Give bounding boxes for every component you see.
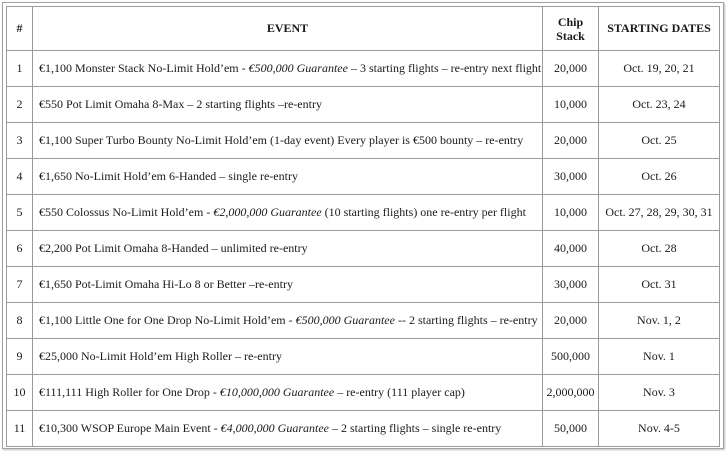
event-name <box>33 267 543 303</box>
event-text-suffix: (10 starting flights) one re-entry per flight <box>321 205 526 219</box>
starting-dates: Nov. 1 <box>599 339 720 375</box>
table-row <box>7 231 720 267</box>
event-text: €25,000 No-Limit Hold’em High Roller – re-entry <box>39 349 282 363</box>
event-name <box>33 375 543 411</box>
table-row <box>7 303 720 339</box>
header-num: # <box>7 7 33 51</box>
starting-dates: Oct. 26 <box>599 159 720 195</box>
chip-stack: 10,000 <box>543 195 599 231</box>
starting-dates: Nov. 4-5 <box>599 411 720 447</box>
row-number: 10 <box>7 375 33 411</box>
starting-dates: Oct. 19, 20, 21 <box>599 51 720 87</box>
event-name <box>33 339 543 375</box>
event-name <box>33 231 543 267</box>
schedule-frame <box>2 2 724 449</box>
table-row <box>7 339 720 375</box>
row-number: 2 <box>7 87 33 123</box>
chip-stack: 20,000 <box>543 303 599 339</box>
row-number: 3 <box>7 123 33 159</box>
header-chip-stack-label: Chip Stack <box>556 14 585 43</box>
event-name <box>33 51 543 87</box>
chip-stack: 40,000 <box>543 231 599 267</box>
starting-dates: Oct. 27, 28, 29, 30, 31 <box>599 195 720 231</box>
header-row <box>7 7 720 51</box>
row-number: 6 <box>7 231 33 267</box>
event-guarantee: €500,000 Guarantee <box>295 313 395 327</box>
row-number: 8 <box>7 303 33 339</box>
header-chip-stack <box>543 7 599 51</box>
event-guarantee: €2,000,000 Guarantee <box>213 205 322 219</box>
event-name <box>33 87 543 123</box>
event-text-suffix: -- 2 starting flights – re-entry <box>394 313 538 327</box>
table-row <box>7 51 720 87</box>
chip-stack: 50,000 <box>543 411 599 447</box>
event-name <box>33 303 543 339</box>
starting-dates: Nov. 3 <box>599 375 720 411</box>
event-text: €1,100 Monster Stack No-Limit Hold’em - <box>39 61 249 75</box>
starting-dates: Oct. 25 <box>599 123 720 159</box>
event-text-suffix: – 3 starting flights – re-entry next flight <box>347 61 542 75</box>
row-number: 5 <box>7 195 33 231</box>
chip-stack: 2,000,000 <box>543 375 599 411</box>
header-event: EVENT <box>33 7 543 51</box>
event-name <box>33 195 543 231</box>
chip-stack: 30,000 <box>543 159 599 195</box>
starting-dates: Oct. 23, 24 <box>599 87 720 123</box>
chip-stack: 30,000 <box>543 267 599 303</box>
starting-dates: Oct. 31 <box>599 267 720 303</box>
row-number: 1 <box>7 51 33 87</box>
event-schedule-table <box>6 6 720 447</box>
table-row <box>7 87 720 123</box>
row-number: 7 <box>7 267 33 303</box>
chip-stack: 20,000 <box>543 123 599 159</box>
event-guarantee: €500,000 Guarantee <box>248 61 348 75</box>
chip-stack: 500,000 <box>543 339 599 375</box>
row-number: 4 <box>7 159 33 195</box>
starting-dates: Nov. 1, 2 <box>599 303 720 339</box>
table-row <box>7 195 720 231</box>
event-name <box>33 411 543 447</box>
event-text: €111,111 High Roller for One Drop - <box>39 385 220 399</box>
event-text: €1,650 No-Limit Hold’em 6-Handed – single re-entry <box>39 169 298 183</box>
table-row <box>7 375 720 411</box>
chip-stack: 20,000 <box>543 51 599 87</box>
event-guarantee: €10,000,000 Guarantee <box>219 385 335 399</box>
event-guarantee: €4,000,000 Guarantee <box>220 421 329 435</box>
row-number: 9 <box>7 339 33 375</box>
table-row <box>7 267 720 303</box>
event-text-suffix: – 2 starting flights – single re-entry <box>328 421 502 435</box>
event-text: €1,650 Pot-Limit Omaha Hi-Lo 8 or Better –re-entry <box>39 277 293 291</box>
event-name <box>33 159 543 195</box>
event-text: €1,100 Super Turbo Bounty No-Limit Hold’em (1-day event) Every player is €500 bounty – re-entry <box>39 133 524 147</box>
row-number: 11 <box>7 411 33 447</box>
event-text: €2,200 Pot Limit Omaha 8-Handed – unlimited re-entry <box>39 241 308 255</box>
table-row <box>7 159 720 195</box>
chip-stack: 10,000 <box>543 87 599 123</box>
event-text: €10,300 WSOP Europe Main Event - <box>39 421 221 435</box>
event-text-suffix: – re-entry (111 player cap) <box>334 385 465 399</box>
header-starting-dates: STARTING DATES <box>599 7 720 51</box>
table-row <box>7 123 720 159</box>
event-text: €550 Pot Limit Omaha 8-Max – 2 starting flights –re-entry <box>39 97 322 111</box>
starting-dates: Oct. 28 <box>599 231 720 267</box>
event-name <box>33 123 543 159</box>
event-text: €1,100 Little One for One Drop No-Limit Hold’em - <box>39 313 296 327</box>
table-row <box>7 411 720 447</box>
event-text: €550 Colossus No-Limit Hold’em - <box>39 205 214 219</box>
